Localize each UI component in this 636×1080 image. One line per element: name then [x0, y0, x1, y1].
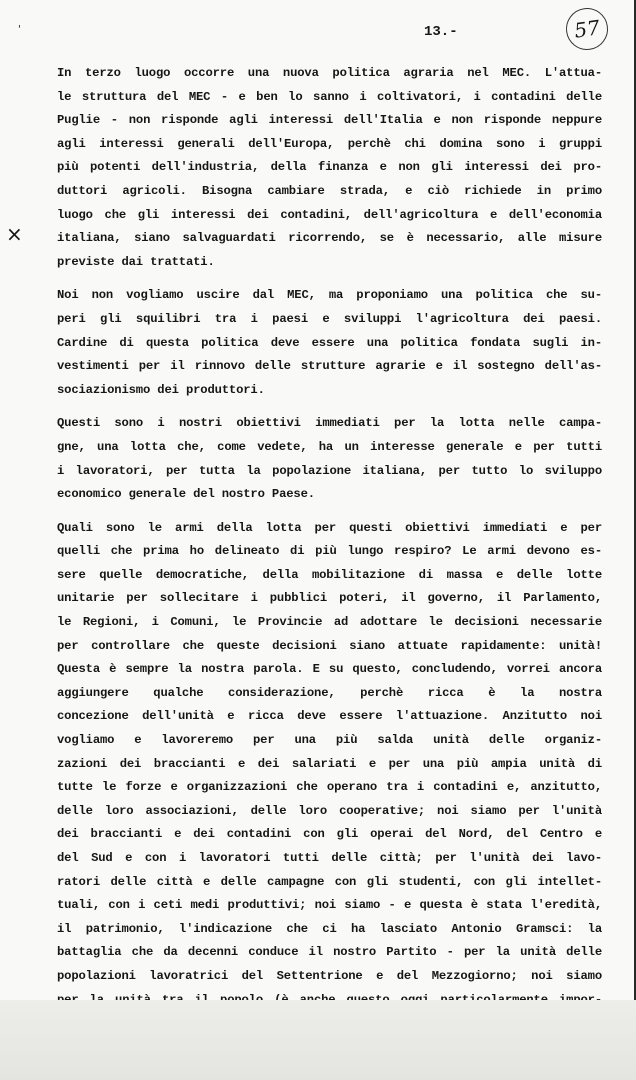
text-line: vogliamo e lavoreremo per una più salda unità delle organiz-	[57, 733, 602, 748]
text-line: previste dai trattati.	[57, 254, 215, 269]
text-line: battaglia che da decenni conduce il nostro Partito - per la unità delle	[57, 945, 602, 960]
folio-number: 57	[563, 5, 610, 52]
text-line: dei braccianti e dei contadini con gli operai del Nord, del Centro e	[57, 827, 602, 842]
text-line: Questi sono i nostri obiettivi immediati per la lotta nelle campa-	[57, 416, 602, 431]
text-line: italiana, siano salvaguardati ricorrendo, se è necessario, alle misure	[57, 231, 602, 246]
text-line: del Sud e con i lavoratori tutti delle città; per l'unità dei lavo-	[57, 851, 602, 865]
text-line: luogo che gli interessi dei contadini, dell'agricoltura e dell'economia	[57, 207, 602, 222]
text-line: Puglie - non risponde agli interessi dell'Italia e non risponde neppure	[57, 113, 602, 128]
text-line: vestimenti per il rinnovo delle strutture agrarie e il sostegno dell'as-	[57, 359, 602, 374]
margin-x-mark: ×	[6, 222, 23, 246]
text-line: il patrimonio, l'indicazione che ci ha lasciato Antonio Gramsci: la	[57, 921, 602, 936]
text-line: Noi non vogliamo uscire dal MEC, ma proponiamo una politica che su-	[57, 288, 602, 303]
text-line: ratori delle città e delle campagne con gli studenti, con gli intellet-	[57, 874, 602, 889]
text-line: le Regioni, i Comuni, le Provincie ad adottare le decisioni necessarie	[57, 615, 602, 630]
page-number: 13.-	[424, 24, 458, 40]
text-line: Questa è sempre la nostra parola. E su questo, concludendo, vorrei ancora	[57, 662, 602, 677]
paragraph	[57, 62, 602, 274]
text-line: concezione dell'unità e ricca deve essere l'attuazione. Anzitutto noi	[57, 709, 602, 724]
text-line: duttori agricoli. Bisogna cambiare strada, e ciò richiede in primo	[57, 183, 602, 198]
text-line: agli interessi generali dell'Europa, perchè chi domina sono i gruppi	[57, 136, 602, 151]
text-line: tuali, con i ceti medi produttivi; noi siamo - e questa è stata l'eredità,	[57, 898, 602, 913]
text-line: peri gli squilibri tra i paesi e sviluppi l'agricoltura dei paesi.	[57, 311, 602, 326]
text-line: popolazioni lavoratrici del Settentrione e del Mezzogiorno; noi siamo	[57, 968, 602, 983]
body-text	[57, 62, 602, 1036]
paragraph	[57, 517, 602, 1036]
text-line: economico generale del nostro Paese.	[57, 487, 315, 502]
text-line: quelli che prima ho delineato di più lungo respiro? Le armi devono es-	[57, 544, 602, 559]
text-line: i lavoratori, per tutta la popolazione italiana, per tutto lo sviluppo	[57, 463, 602, 478]
text-line: In terzo luogo occorre una nuova politica agraria nel MEC. L'attua-	[57, 66, 602, 80]
text-line: le struttura del MEC - e ben lo sanno i coltivatori, i contadini delle	[57, 89, 602, 104]
text-line: zazioni dei braccianti e dei salariati e per una più ampia unità di	[57, 756, 602, 771]
text-line: gne, una lotta che, come vedete, ha un interesse generale e per tutti	[57, 439, 602, 454]
paragraph	[57, 412, 602, 506]
text-line: unitarie per sollecitare i pubblici poteri, il governo, il Parlamento,	[57, 591, 602, 606]
scan-bottom-edge	[0, 1000, 636, 1080]
text-line: sere quelle democratiche, della mobilitazione di massa e delle lotte	[57, 567, 602, 582]
text-line: più potenti dell'industria, della finanza e non gli interessi dei pro-	[57, 160, 602, 175]
text-line: Cardine di questa politica deve essere una politica fondata sugli in-	[57, 335, 602, 350]
text-line: Quali sono le armi della lotta per questi obiettivi immediati e per	[57, 520, 602, 535]
text-line: aggiungere qualche considerazione, perchè ricca è la nostra	[57, 685, 602, 700]
paragraph	[57, 284, 602, 402]
corner-mark: '	[18, 24, 21, 35]
text-line: delle loro associazioni, delle loro cooperative; noi siamo per l'unità	[57, 803, 602, 818]
text-line: per controllare che queste decisioni siano attuate rapidamente: unità!	[57, 638, 602, 653]
text-line: tutte le forze e organizzazioni che operano tra i contadini e, anzitutto,	[57, 780, 602, 795]
text-line: sociazionismo dei produttori.	[57, 382, 265, 397]
